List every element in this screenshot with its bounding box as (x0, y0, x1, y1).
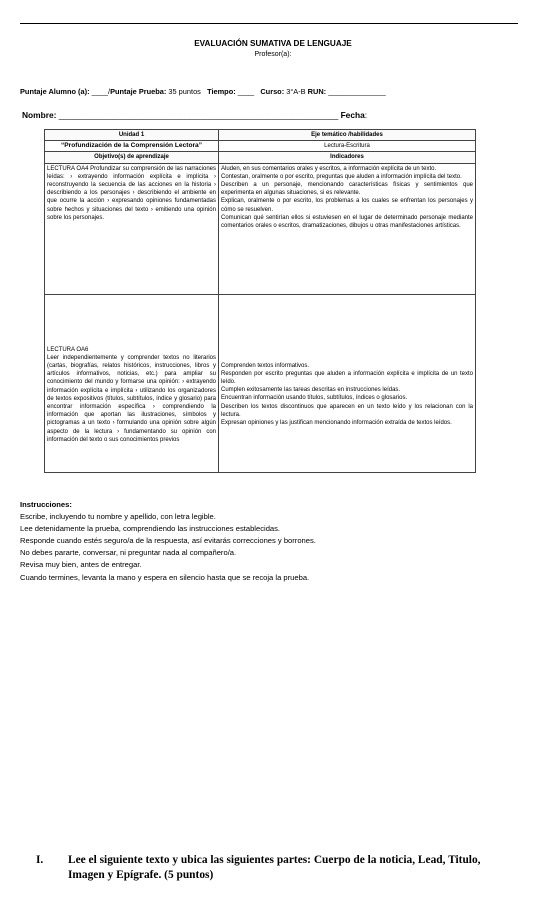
name-row (22, 110, 367, 120)
learning-objectives-table (44, 129, 476, 473)
objective-oa4: LECTURA OA4 Profundizar su comprensión de las narraciones leídas: › extrayendo información explícita e implícita › reconstruyendo la secuencia de las acciones en la historia › describiendo a los personajes › describiendo el ambiente en que ocurre la acción › expresando opiniones fundamentadas sobre hechos y situaciones del texto › emitiendo una opinión sobre los personajes. (45, 163, 219, 294)
top-rule (20, 23, 518, 24)
indicator-item: Encuentran información usando títulos, subtítulos, índices o glosarios. (221, 395, 408, 402)
unit-header: Unidad 1 (45, 130, 219, 141)
teacher-label: Profesor(a): (254, 51, 292, 58)
time-field[interactable]: ____ (235, 87, 255, 96)
question-1 (36, 853, 506, 883)
indicator-item: Describen los textos discontinuos que aparecen en un texto leído y los relacionan con la lectura. (221, 403, 473, 418)
unit-title: “Profundización de la Comprensión Lectora” (45, 141, 219, 152)
instructions-heading: Instrucciones: (20, 500, 72, 509)
student-score-label: Puntaje Alumno (a): (20, 87, 90, 96)
indicator-item: Cumplen exitosamente las tareas descritas en instrucciones leídas. (221, 387, 401, 394)
axis-value: Lectura-Escritura (219, 141, 476, 152)
instruction-line: Responde cuando estés seguro/a de la respuesta, así evitarás correcciones y borrones. (20, 536, 316, 546)
score-row (20, 87, 386, 96)
indicator-item: Comunican qué sentirían ellos si estuviesen en el lugar de determinado personaje mediante comentarios orales o escritos, dramatizaciones, dibujos u otras manifestaciones artísticas. (221, 214, 473, 230)
name-label: Nombre: (22, 110, 57, 120)
run-field[interactable]: ______________ (326, 87, 386, 96)
indicator-item: Describen a un personaje, mencionando características físicas y sentimientos que experimenta en algunas situaciones, si es relevante. (221, 182, 473, 197)
student-score-field[interactable]: ____/ (89, 87, 111, 96)
instruction-line: Revisa muy bien, antes de entregar. (20, 560, 142, 570)
objectives-header: Objetivo(s) de aprendizaje (45, 152, 219, 163)
objective-oa6-text: Leer independientemente y comprender textos no literarios (cartas, biografías, relatos históricos, instrucciones, libros y artículos informativos, noticias, etc.) para ampliar su conocimiento del mundo y formarse una opinión: › extrayendo información explícita e implícita › utilizando los organizadores de textos expositivos (títulos, subtítulos, índice y glosario) para encontrar información específica › comprendiendo la información que aportan las ilustraciones, símbolos y pictogramas a un texto › formulando una opinión sobre algún aspecto de la lectura › fundamentando su opinión con información del texto o sus conocimientos previos (47, 354, 216, 443)
indicator-item: Explican, oralmente o por escrito, los problemas a los cuales se enfrentan los personajes y cómo se resuelven. (221, 198, 473, 213)
indicator-item: Responden por escrito preguntas que aluden a información explícita e implícita de un texto leído. (221, 370, 473, 386)
objective-oa6 (45, 294, 219, 472)
indicator-item: Expresan opiniones y las justifican mencionando información extraída de textos leídos. (221, 420, 452, 427)
name-field[interactable]: ____________________________________________________________ (56, 110, 339, 120)
question-text: Lee el siguiente texto y ubica las siguientes partes: Cuerpo de la noticia, Lead, Titulo, Imagen y Epígrafe. (5 puntos) (68, 854, 481, 881)
question-number: I. (36, 854, 44, 866)
instructions (20, 499, 316, 584)
date-label: Fecha (340, 110, 365, 120)
course-value: 3°A-B (284, 87, 308, 96)
time-label: Tiempo: (207, 87, 236, 96)
exam-title: EVALUACIÓN SUMATIVA DE LENGUAJE (194, 39, 352, 48)
indicators-oa6 (219, 294, 476, 472)
run-label: RUN: (307, 87, 327, 96)
objective-oa6-title: LECTURA OA6 (47, 346, 89, 353)
instruction-line: No debes pararte, conversar, ni preguntar nada al compañero/a. (20, 548, 237, 558)
instruction-line: Escribe, incluyendo tu nombre y apellido, con letra legible. (20, 512, 216, 522)
test-score-label: Puntaje Prueba: (110, 87, 167, 96)
date-colon: : (364, 110, 368, 120)
axis-header: Eje temático /habilidades (219, 130, 476, 141)
indicators-header: Indicadores (219, 152, 476, 163)
indicator-item: Comprenden textos informativos. (221, 362, 310, 369)
indicator-item: Contestan, oralmente o por escrito, preguntas que aluden a información implícita del texto. (221, 173, 462, 180)
instruction-line: Cuando termines, levanta la mano y espera en silencio hasta que se recoja la prueba. (20, 572, 310, 582)
indicators-oa4 (219, 163, 476, 294)
test-score-value: 35 puntos (166, 87, 201, 96)
course-label: Curso: (260, 87, 285, 96)
instruction-line: Lee detenidamente la prueba, comprendiendo las instrucciones establecidas. (20, 524, 281, 534)
indicator-item: Aluden, en sus comentarios orales y escritos, a información explícita de un texto. (221, 165, 437, 172)
